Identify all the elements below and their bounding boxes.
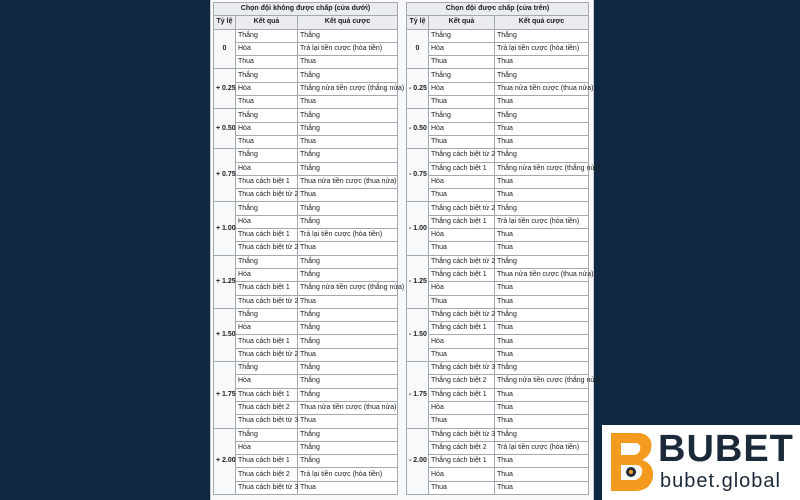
bet-result-cell: Thua bbox=[495, 481, 589, 494]
table-row bbox=[214, 455, 398, 468]
bet-result-cell: Thua bbox=[298, 135, 398, 148]
bet-result-cell: Thắng bbox=[298, 29, 398, 42]
table-row bbox=[214, 362, 398, 375]
col-header-result: Kết quả bbox=[236, 16, 298, 29]
match-result-cell: Thắng cách biệt từ 3 bbox=[429, 428, 495, 441]
match-result-cell: Hòa bbox=[236, 375, 298, 388]
table-row bbox=[214, 229, 398, 242]
match-result-cell: Hòa bbox=[429, 282, 495, 295]
table-row bbox=[214, 468, 398, 481]
match-result-cell: Hòa bbox=[236, 322, 298, 335]
rate-cell: - 0.75 bbox=[407, 149, 429, 202]
match-result-cell: Hòa bbox=[236, 42, 298, 55]
bet-result-cell: Thắng nửa tiền cược (thắng nửa) bbox=[298, 282, 398, 295]
bubet-logo bbox=[602, 425, 800, 500]
table-row bbox=[214, 348, 398, 361]
table-row bbox=[407, 348, 589, 361]
table-row bbox=[407, 162, 589, 175]
match-result-cell: Thắng bbox=[236, 109, 298, 122]
table-row bbox=[407, 135, 589, 148]
table-row bbox=[214, 428, 398, 441]
table-row bbox=[214, 42, 398, 55]
match-result-cell: Hòa bbox=[429, 82, 495, 95]
bet-result-cell: Thắng bbox=[298, 69, 398, 82]
table-row bbox=[407, 229, 589, 242]
table-row bbox=[407, 255, 589, 268]
bet-result-cell: Thua bbox=[298, 295, 398, 308]
bet-result-cell: Thua bbox=[495, 322, 589, 335]
match-result-cell: Thua cách biệt từ 2 bbox=[236, 348, 298, 361]
table-row bbox=[214, 29, 398, 42]
bet-result-cell: Thắng bbox=[298, 268, 398, 281]
bet-result-cell: Thắng bbox=[298, 162, 398, 175]
table-title: Chọn đội không được chấp (cửa dưới) bbox=[214, 3, 398, 16]
table-row bbox=[214, 56, 398, 69]
bet-result-cell: Thắng bbox=[298, 109, 398, 122]
table-row bbox=[407, 428, 589, 441]
bet-result-cell: Thắng bbox=[495, 308, 589, 321]
match-result-cell: Hòa bbox=[236, 215, 298, 228]
bet-result-cell: Thắng bbox=[298, 388, 398, 401]
bet-result-cell: Thua bbox=[495, 189, 589, 202]
match-result-cell: Thua bbox=[429, 189, 495, 202]
bet-result-cell: Thua nửa tiền cược (thua nửa) bbox=[495, 268, 589, 281]
table-row bbox=[214, 295, 398, 308]
table-row bbox=[407, 42, 589, 55]
table-row bbox=[214, 109, 398, 122]
table-row bbox=[407, 69, 589, 82]
match-result-cell: Thắng cách biệt 1 bbox=[429, 388, 495, 401]
rate-cell: - 0.25 bbox=[407, 69, 429, 109]
bet-result-cell: Thua bbox=[495, 175, 589, 188]
table-row bbox=[214, 242, 398, 255]
table-row bbox=[214, 401, 398, 414]
table-row bbox=[407, 388, 589, 401]
table-row bbox=[214, 308, 398, 321]
table-row bbox=[407, 481, 589, 494]
match-result-cell: Thắng bbox=[429, 29, 495, 42]
table-row bbox=[214, 388, 398, 401]
bet-result-cell: Thua bbox=[495, 96, 589, 109]
bet-result-cell: Trả lại tiền cược (hòa tiền) bbox=[298, 229, 398, 242]
match-result-cell: Thua bbox=[429, 135, 495, 148]
bet-result-cell: Thua bbox=[495, 122, 589, 135]
match-result-cell: Thắng bbox=[236, 308, 298, 321]
bet-result-cell: Thắng bbox=[298, 441, 398, 454]
match-result-cell: Hòa bbox=[236, 441, 298, 454]
bet-result-cell: Thua bbox=[495, 335, 589, 348]
match-result-cell: Hòa bbox=[429, 42, 495, 55]
bet-result-cell: Thắng bbox=[298, 149, 398, 162]
table-row bbox=[214, 335, 398, 348]
match-result-cell: Thua cách biệt 2 bbox=[236, 468, 298, 481]
bet-result-cell: Thắng bbox=[298, 215, 398, 228]
bet-result-cell: Trả lại tiền cược (hòa tiền) bbox=[495, 215, 589, 228]
match-result-cell: Thua bbox=[429, 348, 495, 361]
bet-result-cell: Trả lại tiền cược (hòa tiền) bbox=[298, 468, 398, 481]
match-result-cell: Thắng bbox=[429, 109, 495, 122]
table-row bbox=[407, 268, 589, 281]
match-result-cell: Thắng cách biệt 2 bbox=[429, 441, 495, 454]
table-row bbox=[214, 149, 398, 162]
table-row bbox=[407, 441, 589, 454]
match-result-cell: Hòa bbox=[429, 468, 495, 481]
bet-result-cell: Thắng bbox=[298, 322, 398, 335]
bet-result-cell: Thắng bbox=[298, 255, 398, 268]
bet-result-cell: Thắng bbox=[495, 255, 589, 268]
match-result-cell: Thua cách biệt 1 bbox=[236, 175, 298, 188]
table-row bbox=[407, 282, 589, 295]
match-result-cell: Thắng cách biệt từ 2 bbox=[429, 255, 495, 268]
match-result-cell: Thắng cách biệt 1 bbox=[429, 215, 495, 228]
table-row bbox=[214, 415, 398, 428]
match-result-cell: Thua cách biệt từ 2 bbox=[236, 295, 298, 308]
bet-result-cell: Thắng bbox=[495, 362, 589, 375]
bet-result-cell: Thắng bbox=[495, 428, 589, 441]
match-result-cell: Thắng bbox=[236, 362, 298, 375]
match-result-cell: Thắng bbox=[236, 29, 298, 42]
bet-result-cell: Thắng bbox=[298, 122, 398, 135]
match-result-cell: Thua bbox=[236, 96, 298, 109]
table-row bbox=[214, 122, 398, 135]
match-result-cell: Thua cách biệt 2 bbox=[236, 401, 298, 414]
bet-result-cell: Thua bbox=[298, 415, 398, 428]
rate-cell: + 0.25 bbox=[214, 69, 236, 109]
match-result-cell: Thua bbox=[429, 415, 495, 428]
bet-result-cell: Thắng bbox=[298, 308, 398, 321]
bet-result-cell: Thua bbox=[298, 56, 398, 69]
match-result-cell: Thắng cách biệt 1 bbox=[429, 322, 495, 335]
table-row bbox=[407, 308, 589, 321]
match-result-cell: Hòa bbox=[429, 401, 495, 414]
bet-result-cell: Thắng bbox=[298, 428, 398, 441]
table-row bbox=[407, 82, 589, 95]
bet-result-cell: Thua bbox=[495, 135, 589, 148]
table-row bbox=[407, 375, 589, 388]
bet-result-cell: Thua bbox=[298, 189, 398, 202]
bet-result-cell: Thắng bbox=[298, 335, 398, 348]
table-row bbox=[214, 82, 398, 95]
bet-result-cell: Thua bbox=[495, 468, 589, 481]
bet-result-cell: Trả lại tiền cược (hòa tiền) bbox=[495, 42, 589, 55]
table-row bbox=[214, 162, 398, 175]
table-row bbox=[407, 215, 589, 228]
table-row bbox=[407, 362, 589, 375]
bet-result-cell: Thua bbox=[495, 282, 589, 295]
match-result-cell: Thắng bbox=[236, 69, 298, 82]
table-row bbox=[214, 96, 398, 109]
match-result-cell: Thắng bbox=[236, 428, 298, 441]
match-result-cell: Thua cách biệt từ 3 bbox=[236, 415, 298, 428]
bet-result-cell: Thắng bbox=[298, 375, 398, 388]
col-header-rate: Tỷ lệ bbox=[214, 16, 236, 29]
match-result-cell: Hòa bbox=[429, 229, 495, 242]
match-result-cell: Hòa bbox=[236, 268, 298, 281]
table-row bbox=[407, 189, 589, 202]
bet-result-cell: Thua bbox=[495, 56, 589, 69]
rate-cell: + 1.75 bbox=[214, 362, 236, 428]
match-result-cell: Hòa bbox=[236, 162, 298, 175]
table-row bbox=[214, 441, 398, 454]
col-header-rate: Tỷ lệ bbox=[407, 16, 429, 29]
match-result-cell: Thắng cách biệt 1 bbox=[429, 162, 495, 175]
bet-result-cell: Trả lại tiền cược (hòa tiền) bbox=[495, 441, 589, 454]
table-row bbox=[214, 255, 398, 268]
bet-result-cell: Thua nửa tiền cược (thua nửa) bbox=[298, 401, 398, 414]
bet-result-cell: Thắng bbox=[298, 362, 398, 375]
match-result-cell: Thắng cách biệt từ 2 bbox=[429, 202, 495, 215]
match-result-cell: Thua bbox=[429, 96, 495, 109]
match-result-cell: Thua bbox=[429, 56, 495, 69]
match-result-cell: Thua cách biệt 1 bbox=[236, 388, 298, 401]
bet-result-cell: Thắng nửa tiền cược (thắng nửa) bbox=[495, 375, 589, 388]
table-row bbox=[407, 109, 589, 122]
bet-result-cell: Thắng bbox=[298, 455, 398, 468]
table-row bbox=[214, 215, 398, 228]
bet-result-cell: Thua bbox=[495, 455, 589, 468]
col-header-result: Kết quả bbox=[429, 16, 495, 29]
table-row bbox=[214, 322, 398, 335]
table-row bbox=[214, 268, 398, 281]
match-result-cell: Hòa bbox=[429, 335, 495, 348]
bet-result-cell: Thua bbox=[495, 415, 589, 428]
left-handicap-table bbox=[213, 2, 405, 495]
right-handicap-table bbox=[406, 2, 602, 495]
match-result-cell: Thua bbox=[236, 135, 298, 148]
match-result-cell: Thắng cách biệt từ 2 bbox=[429, 149, 495, 162]
rate-cell: - 0.50 bbox=[407, 109, 429, 149]
match-result-cell: Thua bbox=[236, 56, 298, 69]
table-row bbox=[214, 135, 398, 148]
table-row bbox=[214, 175, 398, 188]
table-row bbox=[214, 375, 398, 388]
col-header-bet-result: Kết quả cược bbox=[298, 16, 398, 29]
match-result-cell: Thắng bbox=[236, 255, 298, 268]
bet-result-cell: Thắng bbox=[495, 202, 589, 215]
table-row bbox=[407, 322, 589, 335]
logo-brand-name: BUBET bbox=[658, 428, 794, 470]
table-row bbox=[407, 122, 589, 135]
bet-result-cell: Thắng nửa tiền cược (thắng nửa) bbox=[298, 82, 398, 95]
bet-result-cell: Thắng bbox=[298, 202, 398, 215]
table-row bbox=[214, 481, 398, 494]
table-row bbox=[407, 295, 589, 308]
match-result-cell: Thua cách biệt 1 bbox=[236, 335, 298, 348]
match-result-cell: Thắng bbox=[236, 202, 298, 215]
match-result-cell: Thắng bbox=[429, 69, 495, 82]
table-row bbox=[407, 175, 589, 188]
match-result-cell: Thắng bbox=[236, 149, 298, 162]
table-row bbox=[407, 242, 589, 255]
table-row bbox=[407, 401, 589, 414]
match-result-cell: Thua cách biệt 1 bbox=[236, 282, 298, 295]
rate-cell: + 1.00 bbox=[214, 202, 236, 255]
logo-domain: bubet.global bbox=[660, 470, 781, 492]
match-result-cell: Thắng cách biệt 2 bbox=[429, 375, 495, 388]
match-result-cell: Thua cách biệt 1 bbox=[236, 455, 298, 468]
bet-result-cell: Thắng bbox=[495, 149, 589, 162]
rate-cell: + 1.25 bbox=[214, 255, 236, 308]
bet-result-cell: Trả lại tiền cược (hòa tiền) bbox=[298, 42, 398, 55]
bet-result-cell: Thua bbox=[495, 401, 589, 414]
rate-cell: + 0.50 bbox=[214, 109, 236, 149]
rate-cell: - 1.75 bbox=[407, 362, 429, 428]
match-result-cell: Thua cách biệt từ 2 bbox=[236, 242, 298, 255]
match-result-cell: Hòa bbox=[429, 175, 495, 188]
bet-result-cell: Thua bbox=[495, 295, 589, 308]
match-result-cell: Thua bbox=[429, 481, 495, 494]
handicap-tables-panel bbox=[210, 0, 602, 500]
rate-cell: 0 bbox=[214, 29, 236, 69]
table-row bbox=[214, 282, 398, 295]
col-header-bet-result: Kết quả cược bbox=[495, 16, 589, 29]
table-row bbox=[407, 335, 589, 348]
table-row bbox=[214, 69, 398, 82]
rate-cell: + 1.50 bbox=[214, 308, 236, 361]
bet-result-cell: Thắng bbox=[495, 29, 589, 42]
rate-cell: - 2.00 bbox=[407, 428, 429, 494]
match-result-cell: Thua cách biệt từ 3 bbox=[236, 481, 298, 494]
bet-result-cell: Thua bbox=[495, 388, 589, 401]
bet-result-cell: Thua bbox=[495, 348, 589, 361]
table-row bbox=[407, 468, 589, 481]
table-row bbox=[407, 56, 589, 69]
table-row bbox=[407, 96, 589, 109]
match-result-cell: Thắng cách biệt từ 2 bbox=[429, 308, 495, 321]
match-result-cell: Thua bbox=[429, 242, 495, 255]
bet-result-cell: Thua bbox=[298, 242, 398, 255]
bet-result-cell: Thua bbox=[495, 242, 589, 255]
match-result-cell: Hòa bbox=[236, 122, 298, 135]
bet-result-cell: Thua bbox=[298, 96, 398, 109]
bet-result-cell: Thua bbox=[298, 481, 398, 494]
rate-cell: - 1.00 bbox=[407, 202, 429, 255]
table-row bbox=[407, 415, 589, 428]
match-result-cell: Hòa bbox=[236, 82, 298, 95]
bet-result-cell: Thua nửa tiền cược (thua nửa) bbox=[298, 175, 398, 188]
match-result-cell: Thắng cách biệt từ 3 bbox=[429, 362, 495, 375]
table-title: Chọn đội được chấp (cửa trên) bbox=[407, 3, 589, 16]
bet-result-cell: Thắng bbox=[495, 69, 589, 82]
match-result-cell: Thắng cách biệt 1 bbox=[429, 455, 495, 468]
bet-result-cell: Thắng nửa tiền cược (thắng nửa) bbox=[495, 162, 589, 175]
rate-cell: + 2.00 bbox=[214, 428, 236, 494]
bet-result-cell: Thắng bbox=[495, 109, 589, 122]
bet-result-cell: Thua nửa tiền cược (thua nửa) bbox=[495, 82, 589, 95]
table-row bbox=[407, 202, 589, 215]
rate-cell: - 1.25 bbox=[407, 255, 429, 308]
bubet-b-icon bbox=[609, 431, 655, 493]
bet-result-cell: Thua bbox=[298, 348, 398, 361]
table-row bbox=[214, 189, 398, 202]
rate-cell: 0 bbox=[407, 29, 429, 69]
table-row bbox=[214, 202, 398, 215]
match-result-cell: Thắng cách biệt 1 bbox=[429, 268, 495, 281]
match-result-cell: Thua bbox=[429, 295, 495, 308]
match-result-cell: Thua cách biệt từ 2 bbox=[236, 189, 298, 202]
rate-cell: + 0.75 bbox=[214, 149, 236, 202]
table-row bbox=[407, 149, 589, 162]
table-row bbox=[407, 455, 589, 468]
table-row bbox=[407, 29, 589, 42]
match-result-cell: Hòa bbox=[429, 122, 495, 135]
match-result-cell: Thua cách biệt 1 bbox=[236, 229, 298, 242]
bet-result-cell: Thua bbox=[495, 229, 589, 242]
rate-cell: - 1.50 bbox=[407, 308, 429, 361]
